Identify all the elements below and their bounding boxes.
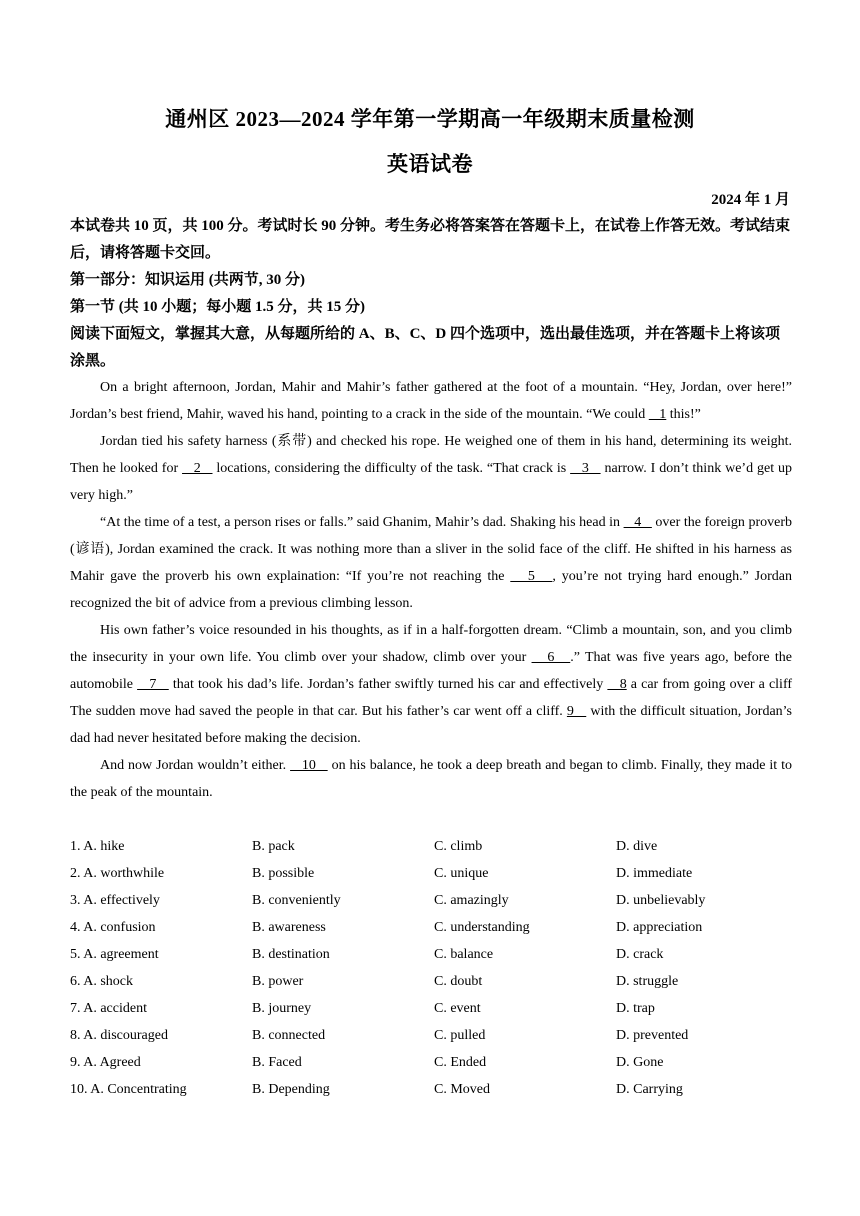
option-a: 3. A. effectively bbox=[70, 893, 160, 908]
blank-4: 4 bbox=[623, 515, 652, 530]
option-a: 10. A. Concentrating bbox=[70, 1082, 187, 1097]
paragraph-2 bbox=[70, 428, 792, 509]
option-c: C. Moved bbox=[434, 1082, 490, 1097]
question-row bbox=[70, 1022, 792, 1049]
option-c: C. event bbox=[434, 1001, 481, 1016]
option-a: 6. A. shock bbox=[70, 974, 133, 989]
exam-subject-title: 英语试卷 bbox=[387, 152, 473, 176]
text-segment: that took his dad’s life. Jordan’s father swiftly turned his car and effectively bbox=[168, 677, 608, 692]
section-one-heading: 第一节 (共 10 小题；每小题 1.5 分，共 15 分) bbox=[70, 299, 365, 315]
text-segment: a car from going over a cliff The sudden move had saved the people in that car. But his father’s car went off a cliff. bbox=[70, 677, 793, 719]
part-one-heading: 第一部分：知识运用 (共两节, 30 分) bbox=[70, 272, 305, 288]
option-b: B. power bbox=[252, 974, 304, 989]
option-a: 8. A. discouraged bbox=[70, 1028, 168, 1043]
option-c: C. understanding bbox=[434, 920, 530, 935]
option-c: C. balance bbox=[434, 947, 494, 962]
option-b: B. destination bbox=[252, 947, 330, 962]
exam-title: 通州区 2023—2024 学年第一学期高一年级期末质量检测 bbox=[165, 107, 695, 131]
option-d: D. dive bbox=[616, 839, 658, 854]
question-row bbox=[70, 995, 792, 1022]
option-d: D. appreciation bbox=[616, 920, 703, 935]
option-c: C. unique bbox=[434, 866, 489, 881]
option-d: D. unbelievably bbox=[616, 893, 706, 908]
option-a: 4. A. confusion bbox=[70, 920, 156, 935]
paragraph-3 bbox=[70, 509, 792, 617]
option-c: C. amazingly bbox=[434, 893, 509, 908]
text-segment: Jordan tied his safety harness (系带) and checked his rope. He weighed one of them in his hand, determining its weight. Then he looked for bbox=[70, 434, 792, 476]
option-a: 1. A. hike bbox=[70, 839, 125, 854]
option-c: C. climb bbox=[434, 839, 483, 854]
text-segment: .” That was five years ago, before the automobile bbox=[70, 650, 793, 692]
text-segment: over the foreign proverb (谚语), Jordan examined the crack. It was nothing more than a sliver in the solid face of the cliff. He shifted in his harness as Mahir gave the proverb his own explaination: “If you’re not reaching the bbox=[70, 515, 792, 584]
option-a: 5. A. agreement bbox=[70, 947, 159, 962]
option-a: 7. A. accident bbox=[70, 1001, 147, 1016]
answer-options bbox=[70, 833, 792, 1103]
exam-date: 2024 年 1 月 bbox=[711, 192, 790, 208]
option-c: C. Ended bbox=[434, 1055, 487, 1070]
text-segment: on his balance, he took a deep breath and began to climb. Finally, they made it to the peak of the mountain. bbox=[70, 758, 792, 800]
directions: 阅读下面短文，掌握其大意，从每题所给的 A、B、C、D 四个选项中，选出最佳选项，并在答题卡上将该项涂黑。 bbox=[70, 326, 781, 369]
option-a: 2. A. worthwhile bbox=[70, 866, 165, 881]
option-b: B. conveniently bbox=[252, 893, 341, 908]
paragraph-1 bbox=[70, 374, 792, 428]
option-b: B. possible bbox=[252, 866, 315, 881]
question-row bbox=[70, 887, 792, 914]
question-row bbox=[70, 1049, 792, 1076]
blank-6: 6 bbox=[531, 650, 571, 665]
paragraph-5 bbox=[70, 752, 792, 806]
text-segment: His own father’s voice resounded in his thoughts, as if in a half-forgotten dream. “Climb a mountain, son, and you climb the insecurity in your own life. You climb over your shadow, climb over your bbox=[70, 623, 792, 665]
option-b: B. pack bbox=[252, 839, 295, 854]
option-d: D. Carrying bbox=[616, 1082, 683, 1097]
text-segment: narrow. I don’t think we’d get up very high.” bbox=[70, 461, 793, 503]
exam-notice: 本试卷共 10 页，共 100 分。考试时长 90 分钟。考生务必将答案答在答题卡上，在试卷上作答无效。考试结束后，请将答题卡交回。 bbox=[70, 218, 791, 261]
cloze-passage bbox=[70, 374, 792, 806]
text-segment: And now Jordan wouldn’t either. bbox=[100, 758, 291, 773]
text-segment: this!” bbox=[666, 407, 701, 422]
blank-8: 8 bbox=[607, 677, 627, 692]
option-d: D. crack bbox=[616, 947, 664, 962]
option-c: C. pulled bbox=[434, 1028, 486, 1043]
question-row bbox=[70, 1076, 792, 1103]
question-row bbox=[70, 941, 792, 968]
option-b: B. Depending bbox=[252, 1082, 330, 1097]
blank-7: 7 bbox=[137, 677, 169, 692]
blank-9: 9 bbox=[566, 704, 587, 719]
blank-1: 1 bbox=[648, 407, 667, 422]
question-row bbox=[70, 914, 792, 941]
paragraph-4 bbox=[70, 617, 792, 752]
option-d: D. immediate bbox=[616, 866, 693, 881]
text-segment: “At the time of a test, a person rises or falls.” said Ghanim, Mahir’s dad. Shaking his head in bbox=[100, 515, 624, 530]
option-d: D. trap bbox=[616, 1001, 655, 1016]
option-d: D. Gone bbox=[616, 1055, 664, 1070]
blank-3: 3 bbox=[570, 461, 601, 476]
option-a: 9. A. Agreed bbox=[70, 1055, 141, 1070]
blank-10: 10 bbox=[290, 758, 328, 773]
text-segment: locations, considering the difficulty of the task. “That crack is bbox=[212, 461, 571, 476]
blank-2: 2 bbox=[182, 461, 213, 476]
question-row bbox=[70, 833, 792, 860]
blank-5: 5 bbox=[510, 569, 553, 584]
text-segment: On a bright afternoon, Jordan, Mahir and Mahir’s father gathered at the foot of a mountain. “Hey, Jordan, over here!” Jordan’s best friend, Mahir, waved his hand, pointing to a crack in the side of the mountain. “We could bbox=[70, 380, 792, 422]
question-row bbox=[70, 860, 792, 887]
question-row bbox=[70, 968, 792, 995]
option-d: D. prevented bbox=[616, 1028, 689, 1043]
option-b: B. awareness bbox=[252, 920, 326, 935]
option-b: B. journey bbox=[252, 1001, 312, 1016]
text-segment: , you’re not trying hard enough.” Jordan recognized the bit of advice from a previous climbing lesson. bbox=[70, 569, 793, 611]
option-b: B. connected bbox=[252, 1028, 326, 1043]
option-d: D. struggle bbox=[616, 974, 679, 989]
option-c: C. doubt bbox=[434, 974, 483, 989]
text-segment: with the difficult situation, Jordan’s dad had never hesitated before making the decision. bbox=[70, 704, 792, 746]
option-b: B. Faced bbox=[252, 1055, 302, 1070]
